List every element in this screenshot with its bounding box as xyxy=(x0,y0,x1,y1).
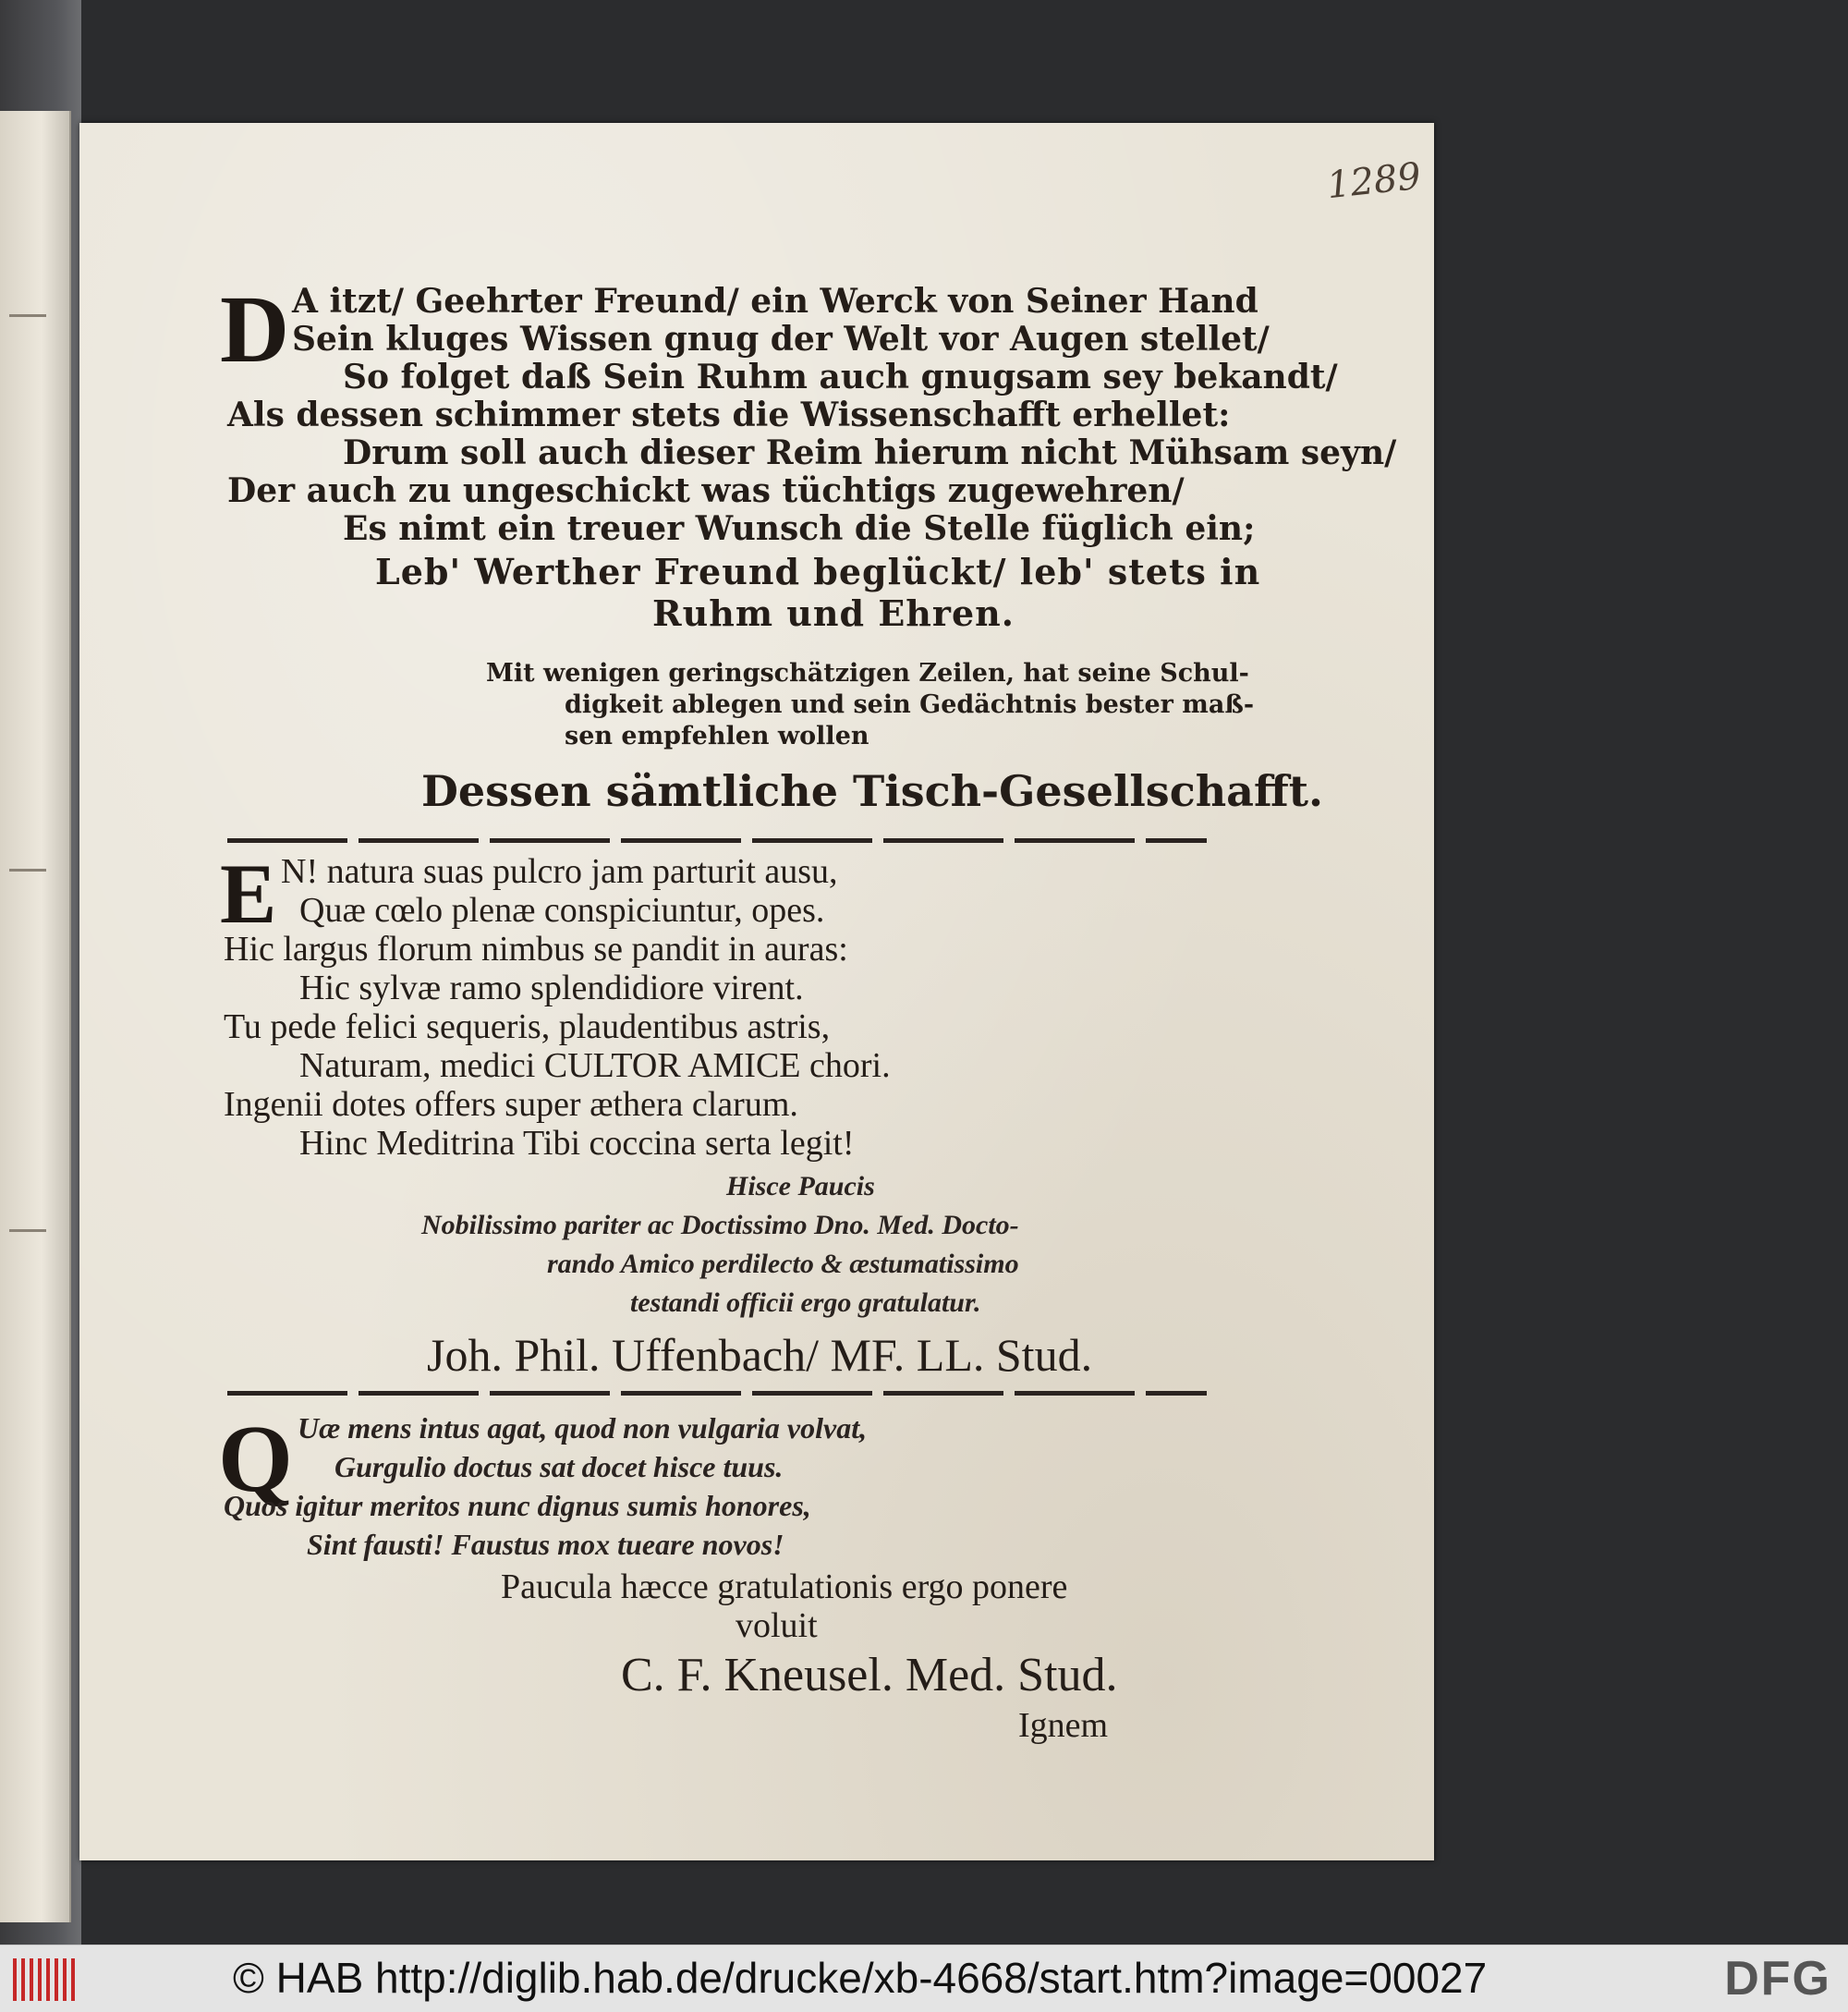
dfg-logo: DFG xyxy=(1724,1952,1831,2006)
latin-dropcap-e: E xyxy=(220,847,277,941)
latin-dedication-line-4: testandi officii ergo gratulatur. xyxy=(630,1287,981,1318)
dedication-line-1: Mit wenigen geringschätzigen Zeilen, hat seine Schul- xyxy=(486,659,1249,688)
german-line-9: Ruhm und Ehren. xyxy=(652,592,1015,634)
signature-kneusel: C. F. Kneusel. Med. Stud. xyxy=(621,1649,1118,1701)
barcode-icon xyxy=(13,1958,78,2001)
latin1-line-1: N! natura suas pulcro jam parturit ausu, xyxy=(281,852,838,891)
divider-rule-1 xyxy=(227,838,1207,843)
latin1-line-4: Hic sylvæ ramo splendidiore virent. xyxy=(299,969,804,1007)
signature-tischgesellschaft: Dessen sämtliche Tisch-Gesellschafft. xyxy=(421,766,1323,816)
folio-number: 1289 xyxy=(1324,154,1423,208)
edge-mark xyxy=(9,1229,46,1232)
german-dropcap: D xyxy=(220,276,290,383)
previous-page-edge xyxy=(0,111,71,1922)
edge-mark xyxy=(9,314,46,317)
latin1-line-5: Tu pede felici sequeris, plaudentibus astris, xyxy=(224,1007,831,1046)
copyright-url[interactable]: © HAB http://diglib.hab.de/drucke/xb-4668/start.htm?image=00027 xyxy=(233,1954,1488,2002)
latin-dedication-line-2: Nobilissimo pariter ac Doctissimo Dno. Med. Docto- xyxy=(421,1210,1019,1240)
latin2-line-3: Quos igitur meritos nunc dignus sumis honores, xyxy=(224,1489,811,1522)
german-line-7: Es nimt ein treuer Wunsch die Stelle füglich ein; xyxy=(343,509,1256,548)
german-line-5: Drum soll auch dieser Reim hierum nicht Mühsam seyn/ xyxy=(343,433,1397,472)
closing-line-2: voluit xyxy=(736,1606,818,1645)
latin2-line-2: Gurgulio doctus sat docet hisce tuus. xyxy=(334,1450,784,1483)
edge-mark xyxy=(9,869,46,872)
latin1-line-6: Naturam, medici CULTOR AMICE chori. xyxy=(299,1046,891,1085)
german-line-2: Sein kluges Wissen gnug der Welt vor Augen stellet/ xyxy=(292,320,1270,359)
catchword: Ignem xyxy=(1018,1706,1109,1745)
latin1-line-2: Quæ cœlo plenæ conspiciuntur, opes. xyxy=(299,891,825,930)
dedication-line-2: digkeit ablegen und sein Gedächtnis bester maß- xyxy=(565,690,1255,719)
german-line-8: Leb' Werther Freund beglückt/ leb' stets in xyxy=(375,551,1261,592)
latin2-line-4: Sint fausti! Faustus mox tueare novos! xyxy=(307,1528,784,1561)
latin1-line-3: Hic largus florum nimbus se pandit in auras: xyxy=(224,930,848,969)
scanned-page xyxy=(79,123,1434,1860)
dedication-line-3: sen empfehlen wollen xyxy=(565,722,869,750)
footer-bar xyxy=(0,1945,1848,2012)
latin-dedication-line-3: rando Amico perdilecto & æstumatissimo xyxy=(547,1249,1019,1279)
latin2-line-1: Uæ mens intus agat, quod non vulgaria volvat, xyxy=(298,1411,868,1445)
latin1-line-7: Ingenii dotes offers super æthera clarum. xyxy=(224,1085,798,1124)
closing-line-1: Paucula hæcce gratulationis ergo ponere xyxy=(501,1567,1068,1606)
latin-dedication-line-1: Hisce Paucis xyxy=(726,1171,875,1201)
german-line-6: Der auch zu ungeschickt was tüchtigs zugewehren/ xyxy=(227,471,1185,510)
german-line-1: A itzt/ Geehrter Freund/ ein Werck von Seiner Hand xyxy=(292,282,1258,321)
latin1-line-8: Hinc Meditrina Tibi coccina serta legit! xyxy=(299,1124,855,1163)
german-line-3: So folget daß Sein Ruhm auch gnugsam sey bekandt/ xyxy=(343,358,1338,396)
latin-dropcap-q: Q xyxy=(218,1406,293,1512)
german-line-4: Als dessen schimmer stets die Wissenschafft erhellet: xyxy=(227,396,1231,434)
signature-uffenbach: Joh. Phil. Uffenbach/ MF. LL. Stud. xyxy=(427,1329,1093,1381)
divider-rule-2 xyxy=(227,1391,1207,1396)
